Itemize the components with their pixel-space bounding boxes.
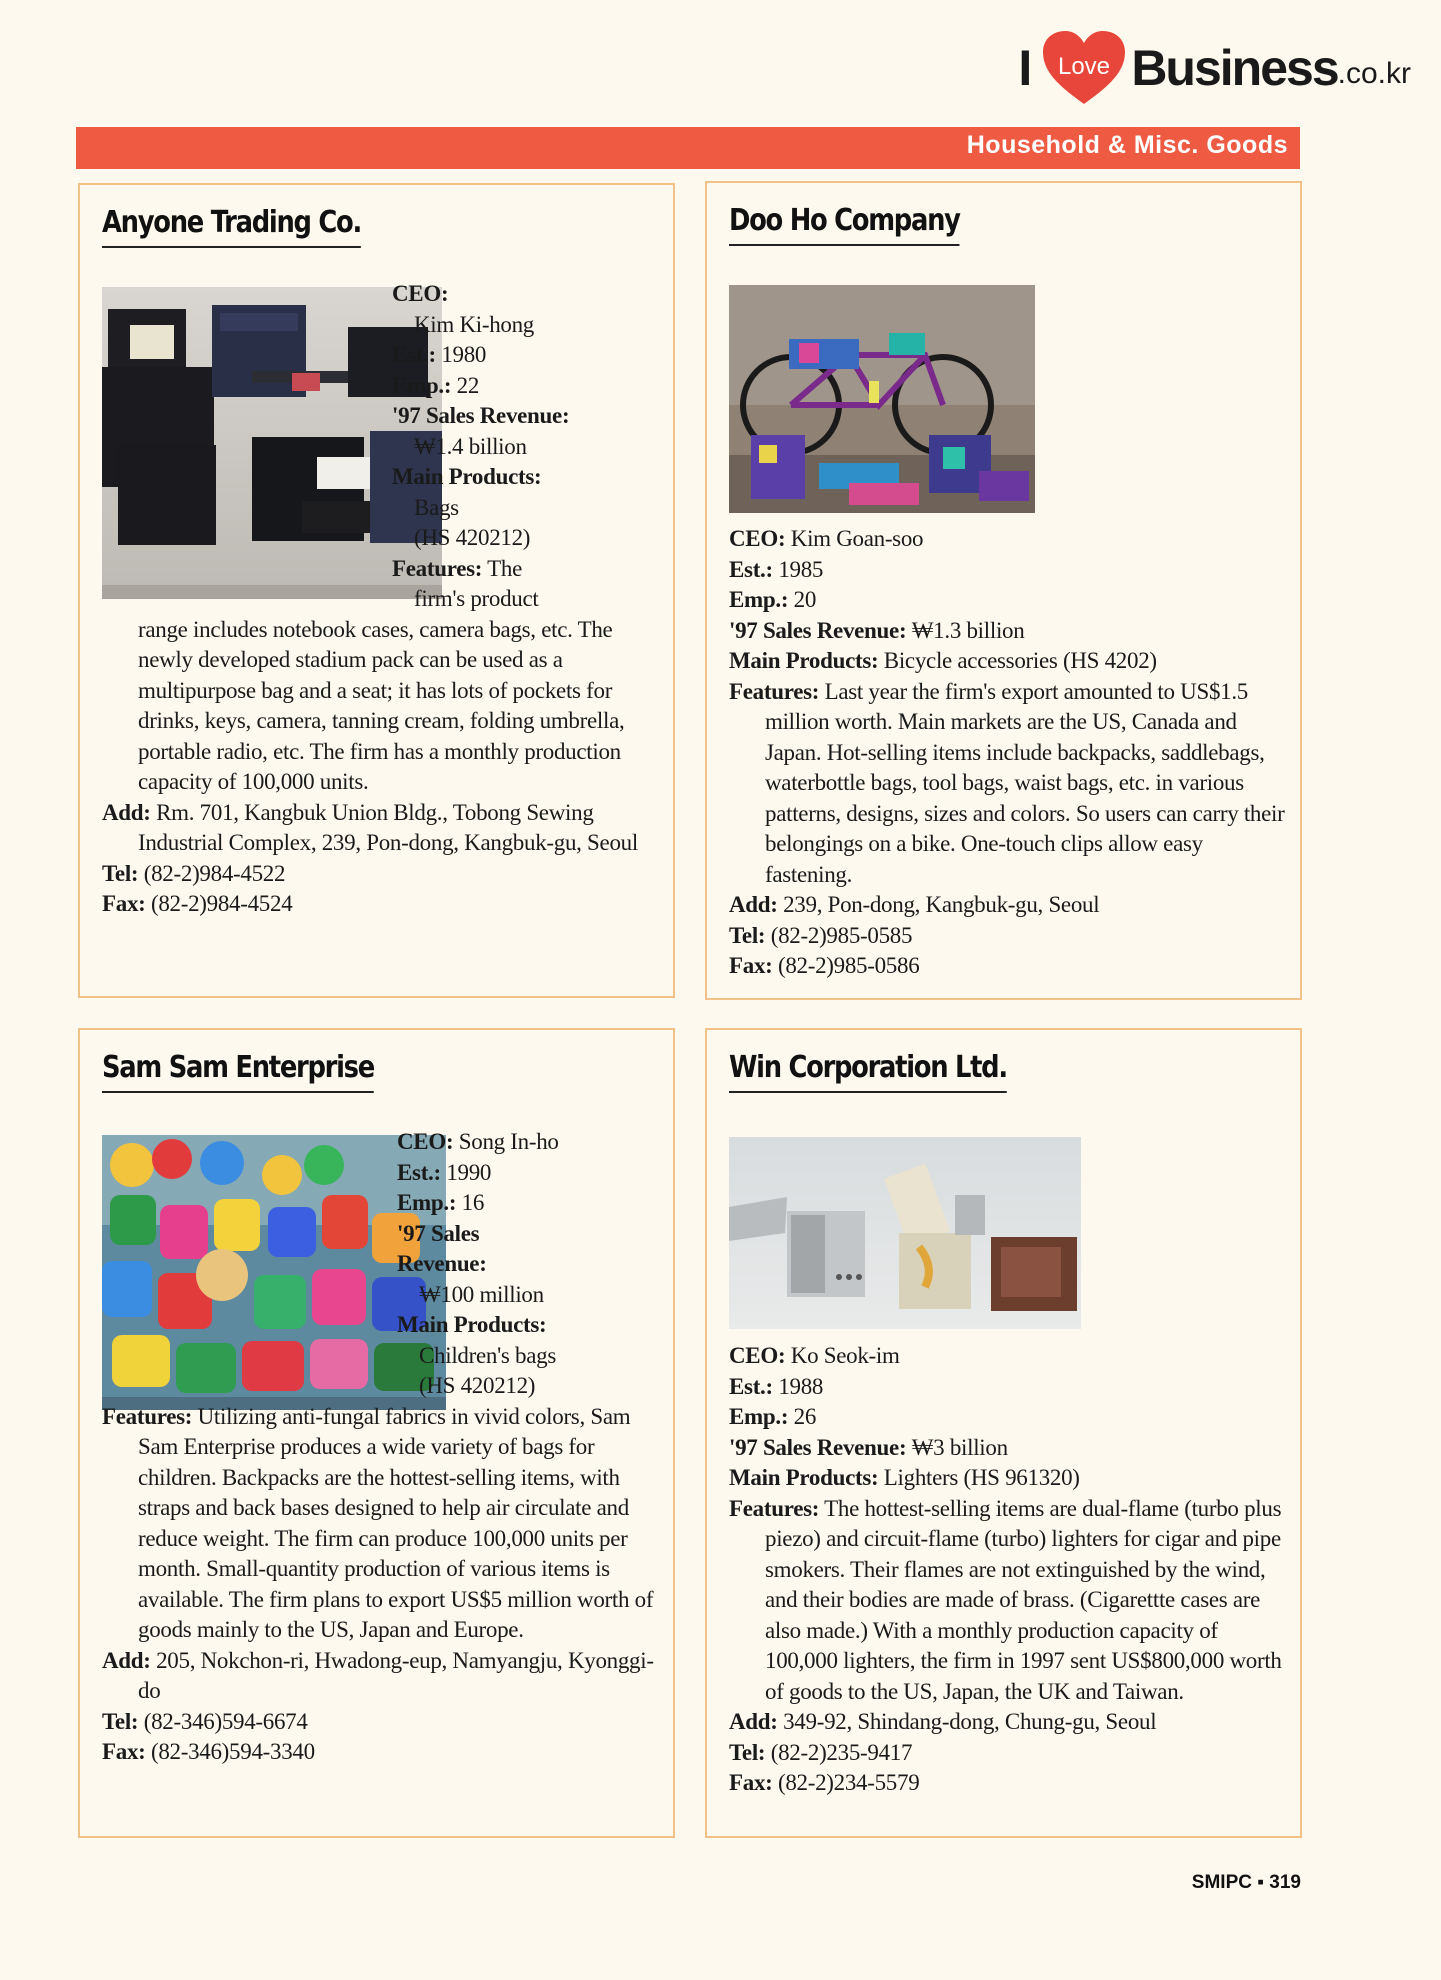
features-value: Last year the firm's export amounted to US$1.5 million worth. Main markets are the US, Canada and Japan. Hot-selling items include backpacks, saddlebags, waterbottle bags, tool bags, waist bags, etc. in various patterns, designs, sizes and colors. So users can carry their belongings on a bike. One-touch clips allow easy fastening. [765,678,1285,887]
sales-value: ₩100 million [419,1281,544,1307]
company-info [729,524,1289,982]
fax-value: (82-346)594-3340 [150,1739,315,1764]
est-value: 1990 [446,1159,492,1185]
emp-value: 20 [793,587,817,612]
company-info [102,1127,662,1768]
tel-value: (82-2)985-0585 [770,922,913,948]
est-value: 1980 [441,342,487,367]
label-est: Est.: [397,1159,441,1185]
label-emp: Emp.: [392,372,452,398]
label-fax: Fax: [729,1770,773,1795]
company-name: Win Corporation Ltd. [729,1050,1007,1093]
label-tel: Tel: [102,1708,139,1734]
sales-value: ₩1.4 billion [414,433,527,459]
ceo-value: Ko Seok-im [790,1343,900,1368]
fax-value: (82-2)234-5579 [777,1770,920,1795]
est-value: 1988 [778,1373,824,1399]
tel-value: (82-346)594-6674 [143,1708,308,1734]
product-photo-bicycle [729,285,1035,513]
brand-love: Love [1058,53,1111,80]
products-code: (HS 420212) [419,1373,536,1398]
label-products: Main Products: [729,1465,879,1490]
products-code: (HS 420212) [414,525,531,550]
label-emp: Emp.: [729,587,789,612]
est-value: 1985 [778,556,824,582]
products-value: Bags [414,494,459,520]
ceo-value: Song In-ho [458,1129,559,1154]
product-photo-lighters [729,1137,1081,1329]
heart-icon [1039,28,1129,108]
label-add: Add: [102,1647,151,1673]
features-value: range includes notebook cases, camera bags, etc. The newly developed stadium pack can be used as a multipurpose bag and a seat; it has lots of pockets for drinks, keys, camera, tanning cream, folding umbrella, portable radio, etc. The firm has a monthly production capacity of 100,000 units. [138,616,625,794]
brand-name: Business [1131,40,1338,96]
company-card-anyone [78,183,675,998]
features-lead: The [487,555,523,581]
label-sales: '97 Sales Revenue: [729,617,907,643]
label-ceo: CEO: [392,281,449,306]
features-value: The hottest-selling items are dual-flame (turbo plus piezo) and circuit-flame (turbo) lighters for cigar and pipe smokers. Their flames are not extinguished by the wind, and their bodies are made of brass. (Cigarettte cases are also made.) With a monthly production capacity of 100,000 lighters, the firm in 1997 sent US$800,000 worth of goods to the US, Japan, the UK and Taiwan. [765,1495,1282,1704]
footer-separator: ▪ [1257,1872,1265,1893]
fax-value: (82-2)985-0586 [777,953,920,978]
label-features: Features: [392,555,483,581]
label-add: Add: [729,1709,778,1734]
products-value: Lighters (HS 961320) [883,1465,1080,1490]
features-lead-2: firm's product [414,586,539,611]
company-name: Doo Ho Company [729,203,960,246]
company-card-samsam [78,1028,675,1838]
label-tel: Tel: [729,1739,766,1765]
label-add: Add: [729,892,778,917]
label-products: Main Products: [397,1312,547,1337]
label-emp: Emp.: [397,1190,457,1215]
label-tel: Tel: [102,860,139,886]
ceo-value: Kim Goan-soo [790,526,924,551]
footer-source: SMIPC [1191,1872,1252,1893]
tel-value: (82-2)984-4522 [143,860,286,886]
label-ceo: CEO: [729,1343,786,1368]
label-est: Est.: [729,556,773,582]
features-value: Utilizing anti-fungal fabrics in vivid colors, Sam Sam Enterprise produces a wide variety of bags for children. Backpacks are the hottest-selling items, with straps and back bases designed to help air circulate and reduce weight. The firm can produce 100,000 units per month. Small-quantity production of various items is available. The firm plans to export US$5 million worth of goods mainly to the US, Japan and Europe. [138,1403,654,1642]
address-value: Rm. 701, Kangbuk Union Bldg., Tobong Sewing Industrial Complex, 239, Pon-dong, Kangbuk-gu, Seoul [138,799,638,855]
address-value: 239, Pon-dong, Kangbuk-gu, Seoul [783,892,1100,917]
section-title: Household & Misc. Goods [966,131,1288,159]
products-value: Bicycle accessories (HS 4202) [883,648,1157,673]
company-info [729,1341,1289,1799]
ceo-value: Kim Ki-hong [414,311,534,337]
label-features: Features: [729,1495,820,1521]
page-footer [1192,1872,1301,1894]
section-band [76,127,1300,169]
label-emp: Emp.: [729,1404,789,1429]
brand-prefix: I [1018,40,1032,96]
products-value: Children's bags [419,1342,556,1368]
page-number: 319 [1269,1872,1301,1893]
brand-domain: .co.kr [1337,57,1411,90]
emp-value: 16 [461,1190,485,1215]
label-features: Features: [102,1403,193,1429]
tel-value: (82-2)235-9417 [770,1739,913,1765]
label-sales-2: Revenue: [397,1251,487,1276]
label-ceo: CEO: [729,526,786,551]
label-sales: '97 Sales Revenue: [392,403,570,428]
label-ceo: CEO: [397,1129,454,1154]
company-card-win [705,1028,1302,1838]
label-fax: Fax: [102,891,146,916]
sales-value: ₩1.3 billion [911,617,1025,643]
emp-value: 22 [456,372,480,398]
brand-logo [1018,28,1411,108]
label-products: Main Products: [392,464,542,489]
company-name: Sam Sam Enterprise [102,1050,374,1093]
address-value: 349-92, Shindang-dong, Chung-gu, Seoul [783,1709,1157,1734]
label-est: Est.: [392,342,436,367]
label-tel: Tel: [729,922,766,948]
company-card-dooho [705,181,1302,1000]
label-sales: '97 Sales [397,1220,480,1246]
label-fax: Fax: [102,1739,146,1764]
company-info [102,279,662,920]
emp-value: 26 [793,1404,817,1429]
label-features: Features: [729,678,820,704]
fax-value: (82-2)984-4524 [150,891,293,916]
address-value: 205, Nokchon-ri, Hwadong-eup, Namyangju, Kyonggi-do [138,1647,654,1703]
label-est: Est.: [729,1373,773,1399]
label-products: Main Products: [729,648,879,673]
company-name: Anyone Trading Co. [102,205,361,248]
label-sales: '97 Sales Revenue: [729,1434,907,1460]
label-add: Add: [102,799,151,825]
label-fax: Fax: [729,953,773,978]
sales-value: ₩3 billion [911,1434,1008,1460]
